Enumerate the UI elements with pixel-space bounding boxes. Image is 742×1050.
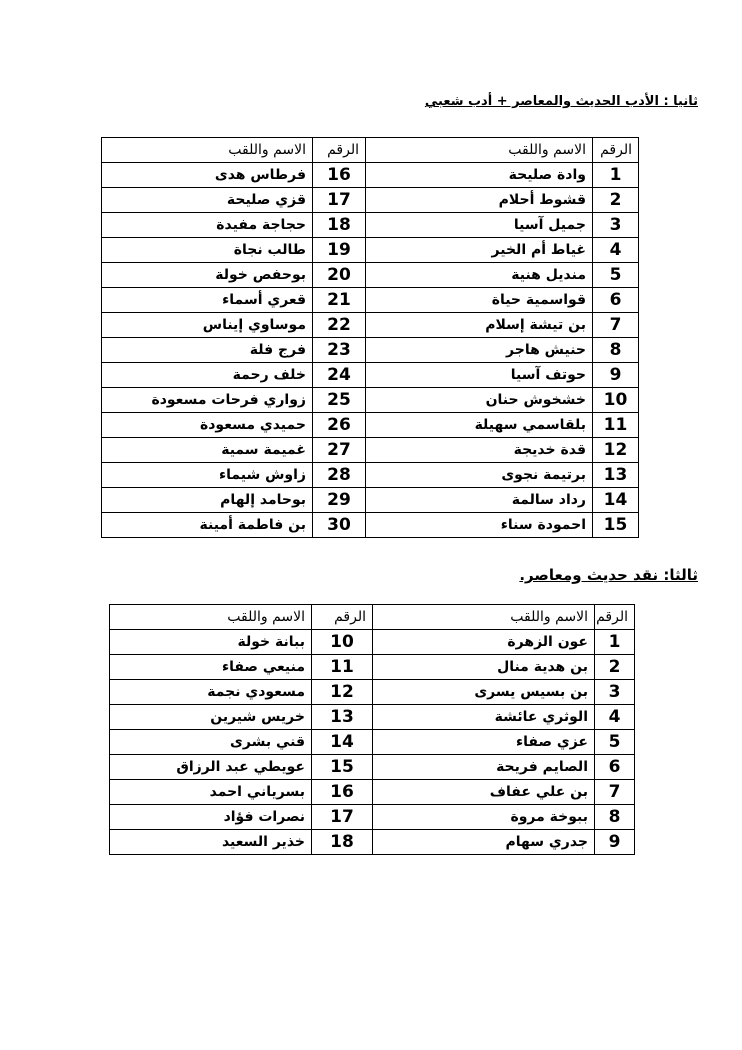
student-name: بن فاطمة أمينة [102, 513, 313, 538]
table-row [102, 313, 639, 338]
row-number: 12 [312, 680, 373, 705]
table-row [110, 630, 635, 655]
row-number: 17 [313, 188, 366, 213]
row-number: 27 [313, 438, 366, 463]
row-number: 10 [312, 630, 373, 655]
section-2-heading: ثالثا: نقد حديث ومعاصر. [519, 566, 698, 584]
student-name: جدري سهام [373, 830, 595, 855]
student-name: ببوخة مروة [373, 805, 595, 830]
student-name: بن علي عفاف [373, 780, 595, 805]
student-name: قشوط أحلام [366, 188, 593, 213]
student-name: عويطي عبد الرزاق [110, 755, 312, 780]
table-row [102, 388, 639, 413]
table-row [110, 705, 635, 730]
section-1-table [101, 137, 639, 538]
column-header-number: الرقم [312, 605, 373, 630]
student-name: احمودة سناء [366, 513, 593, 538]
row-number: 16 [312, 780, 373, 805]
table-row [110, 730, 635, 755]
table-row [110, 680, 635, 705]
column-header-number: الرقم [595, 605, 635, 630]
row-number: 16 [313, 163, 366, 188]
row-number: 6 [595, 755, 635, 780]
student-name: زواري فرحات مسعودة [102, 388, 313, 413]
student-name: منديل هنية [366, 263, 593, 288]
table-row [102, 413, 639, 438]
section-2-table [109, 604, 635, 855]
row-number: 14 [312, 730, 373, 755]
row-number: 4 [593, 238, 639, 263]
table-row [102, 338, 639, 363]
student-name: خلف رحمة [102, 363, 313, 388]
section-1-heading: ثانيا : الأدب الحديث والمعاصر + أدب شعبي [424, 94, 698, 109]
student-name: حوتف آسيا [366, 363, 593, 388]
student-name: الصايم فريحة [373, 755, 595, 780]
student-name: حجاجة مفيدة [102, 213, 313, 238]
row-number: 10 [593, 388, 639, 413]
table-row [102, 463, 639, 488]
row-number: 20 [313, 263, 366, 288]
row-number: 5 [593, 263, 639, 288]
row-number: 6 [593, 288, 639, 313]
row-number: 7 [595, 780, 635, 805]
row-number: 13 [593, 463, 639, 488]
student-name: وادة صليحة [366, 163, 593, 188]
table-row [102, 238, 639, 263]
student-name: موساوي إيناس [102, 313, 313, 338]
table-row [110, 755, 635, 780]
row-number: 12 [593, 438, 639, 463]
student-name: عزي صفاء [373, 730, 595, 755]
student-name: حنيش هاجر [366, 338, 593, 363]
student-name: جميل آسيا [366, 213, 593, 238]
table-row [102, 213, 639, 238]
row-number: 18 [313, 213, 366, 238]
student-name: فرطاس هدى [102, 163, 313, 188]
column-header-number: الرقم [313, 138, 366, 163]
table-row [110, 805, 635, 830]
row-number: 14 [593, 488, 639, 513]
student-name: بن هدية منال [373, 655, 595, 680]
student-name: قعري أسماء [102, 288, 313, 313]
row-number: 1 [593, 163, 639, 188]
student-name: عون الزهرة [373, 630, 595, 655]
row-number: 26 [313, 413, 366, 438]
column-header-name: الاسم واللقب [110, 605, 312, 630]
column-header-number: الرقم [593, 138, 639, 163]
table-row [102, 188, 639, 213]
row-number: 13 [312, 705, 373, 730]
table-row [102, 363, 639, 388]
row-number: 3 [593, 213, 639, 238]
student-name: فرج فلة [102, 338, 313, 363]
student-name: بلقاسمي سهيلة [366, 413, 593, 438]
student-name: قواسمية حياة [366, 288, 593, 313]
row-number: 8 [593, 338, 639, 363]
student-name: بوحامد إلهام [102, 488, 313, 513]
student-name: برتيمة نجوى [366, 463, 593, 488]
column-header-name: الاسم واللقب [366, 138, 593, 163]
row-number: 15 [593, 513, 639, 538]
row-number: 4 [595, 705, 635, 730]
row-number: 24 [313, 363, 366, 388]
row-number: 17 [312, 805, 373, 830]
student-name: منيعي صفاء [110, 655, 312, 680]
student-name: بسرياني احمد [110, 780, 312, 805]
column-header-name: الاسم واللقب [102, 138, 313, 163]
table-row [102, 488, 639, 513]
student-name: قدة خديجة [366, 438, 593, 463]
row-number: 2 [595, 655, 635, 680]
table-row [110, 780, 635, 805]
row-number: 5 [595, 730, 635, 755]
student-name: خذير السعيد [110, 830, 312, 855]
row-number: 15 [312, 755, 373, 780]
student-name: طالب نجاة [102, 238, 313, 263]
student-name: بن تيشة إسلام [366, 313, 593, 338]
student-name: حميدي مسعودة [102, 413, 313, 438]
student-name: قني بشرى [110, 730, 312, 755]
column-header-name: الاسم واللقب [373, 605, 595, 630]
row-number: 3 [595, 680, 635, 705]
row-number: 29 [313, 488, 366, 513]
table-row [102, 438, 639, 463]
row-number: 7 [593, 313, 639, 338]
row-number: 21 [313, 288, 366, 313]
row-number: 18 [312, 830, 373, 855]
table-row [102, 513, 639, 538]
student-name: زاوش شيماء [102, 463, 313, 488]
table-row [102, 263, 639, 288]
row-number: 2 [593, 188, 639, 213]
table-header-row [102, 138, 639, 163]
row-number: 28 [313, 463, 366, 488]
row-number: 11 [593, 413, 639, 438]
student-name: خشخوش حنان [366, 388, 593, 413]
table-row [110, 830, 635, 855]
table-row [102, 163, 639, 188]
student-name: الوثري عائشة [373, 705, 595, 730]
student-name: ببانة خولة [110, 630, 312, 655]
row-number: 8 [595, 805, 635, 830]
row-number: 22 [313, 313, 366, 338]
row-number: 9 [593, 363, 639, 388]
student-name: بن بسيس يسرى [373, 680, 595, 705]
row-number: 11 [312, 655, 373, 680]
student-name: مسعودي نجمة [110, 680, 312, 705]
row-number: 25 [313, 388, 366, 413]
student-name: نصرات فؤاد [110, 805, 312, 830]
student-name: غميمة سمية [102, 438, 313, 463]
student-name: خريس شيرين [110, 705, 312, 730]
student-name: بوحفص خولة [102, 263, 313, 288]
table-row [110, 655, 635, 680]
table-header-row [110, 605, 635, 630]
student-name: رداد سالمة [366, 488, 593, 513]
table-row [102, 288, 639, 313]
row-number: 23 [313, 338, 366, 363]
student-name: قزي صليحة [102, 188, 313, 213]
row-number: 30 [313, 513, 366, 538]
row-number: 1 [595, 630, 635, 655]
row-number: 19 [313, 238, 366, 263]
student-name: غياط أم الخير [366, 238, 593, 263]
row-number: 9 [595, 830, 635, 855]
